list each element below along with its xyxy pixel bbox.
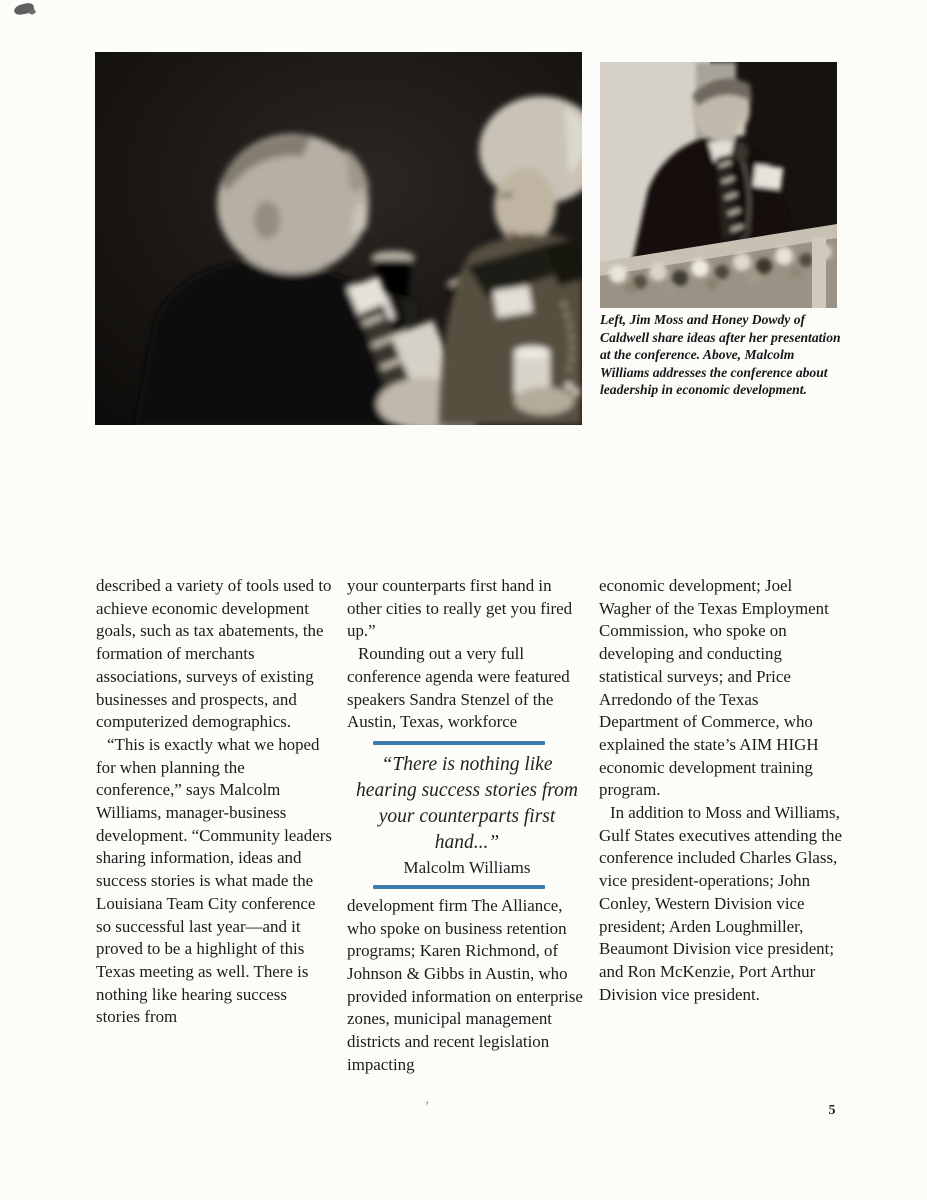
article-column-2 [347, 575, 587, 1077]
paragraph: Rounding out a very full conference agenda were featured speakers Sandra Stenzel of the Austin, Texas, workforce [347, 644, 570, 732]
pull-quote-rule-top [373, 741, 545, 745]
page-number: 5 [828, 1103, 836, 1118]
paragraph: economic development; Joel Wagher of the Texas Employment Commission, who spoke on developing and conducting statistical surveys; and Price Arredondo of the Texas Department of Commerce, who explained the state’s AIM HIGH economic development training program. [599, 576, 829, 800]
scan-artifact: ’ [424, 1098, 429, 1113]
photo-caption: Left, Jim Moss and Honey Dowdy of Caldwell share ideas after her presentation at the conference. Above, Malcolm Williams addresses the conference about leadership in economic development. [600, 312, 841, 398]
article-column-1 [96, 575, 334, 1029]
pull-quote [347, 741, 587, 889]
paragraph: In addition to Moss and Williams, Gulf States executives attending the conference included Charles Glass, vice president-operations; John Conley, Western Division vice president; Arden Loughmiller, Beaumont Division vice president; and Ron McKenzie, Port Arthur Division vice president. [599, 803, 842, 1004]
photo-illustration [600, 62, 837, 308]
paragraph: development firm The Alliance, who spoke on business retention programs; Karen Richmond, of Johnson & Gibbs in Austin, who provided information on enterprise zones, municipal management districts and recent legislation impacting [347, 895, 583, 1074]
podium-speech-photo [600, 62, 837, 308]
paragraph: your counterparts first hand in other cities to really get you fired up.” [347, 576, 573, 641]
article-column-3 [599, 575, 842, 1006]
photo-illustration [95, 52, 582, 425]
paragraph: “This is exactly what we hoped for when planning the conference,” says Malcolm Williams, manager-business development. “Community leaders sharing information, ideas and success stories is what made the Louisiana Team City conference so successful last year—and it proved to be a highlight of this Texas meeting as well. There is nothing like hearing success stories from [96, 734, 332, 1027]
pull-quote-attribution: Malcolm Williams [403, 857, 531, 877]
scan-artifact [13, 2, 35, 16]
pull-quote-text: “There is nothing like hearing success stories from your counterparts first hand...” [356, 753, 578, 853]
conference-conversation-photo [95, 52, 582, 425]
pull-quote-rule-bottom [373, 885, 545, 889]
paragraph: described a variety of tools used to achieve economic development goals, such as tax abatements, the formation of merchants associations, surveys of existing businesses and prospects, and computerized demographics. [96, 576, 332, 732]
